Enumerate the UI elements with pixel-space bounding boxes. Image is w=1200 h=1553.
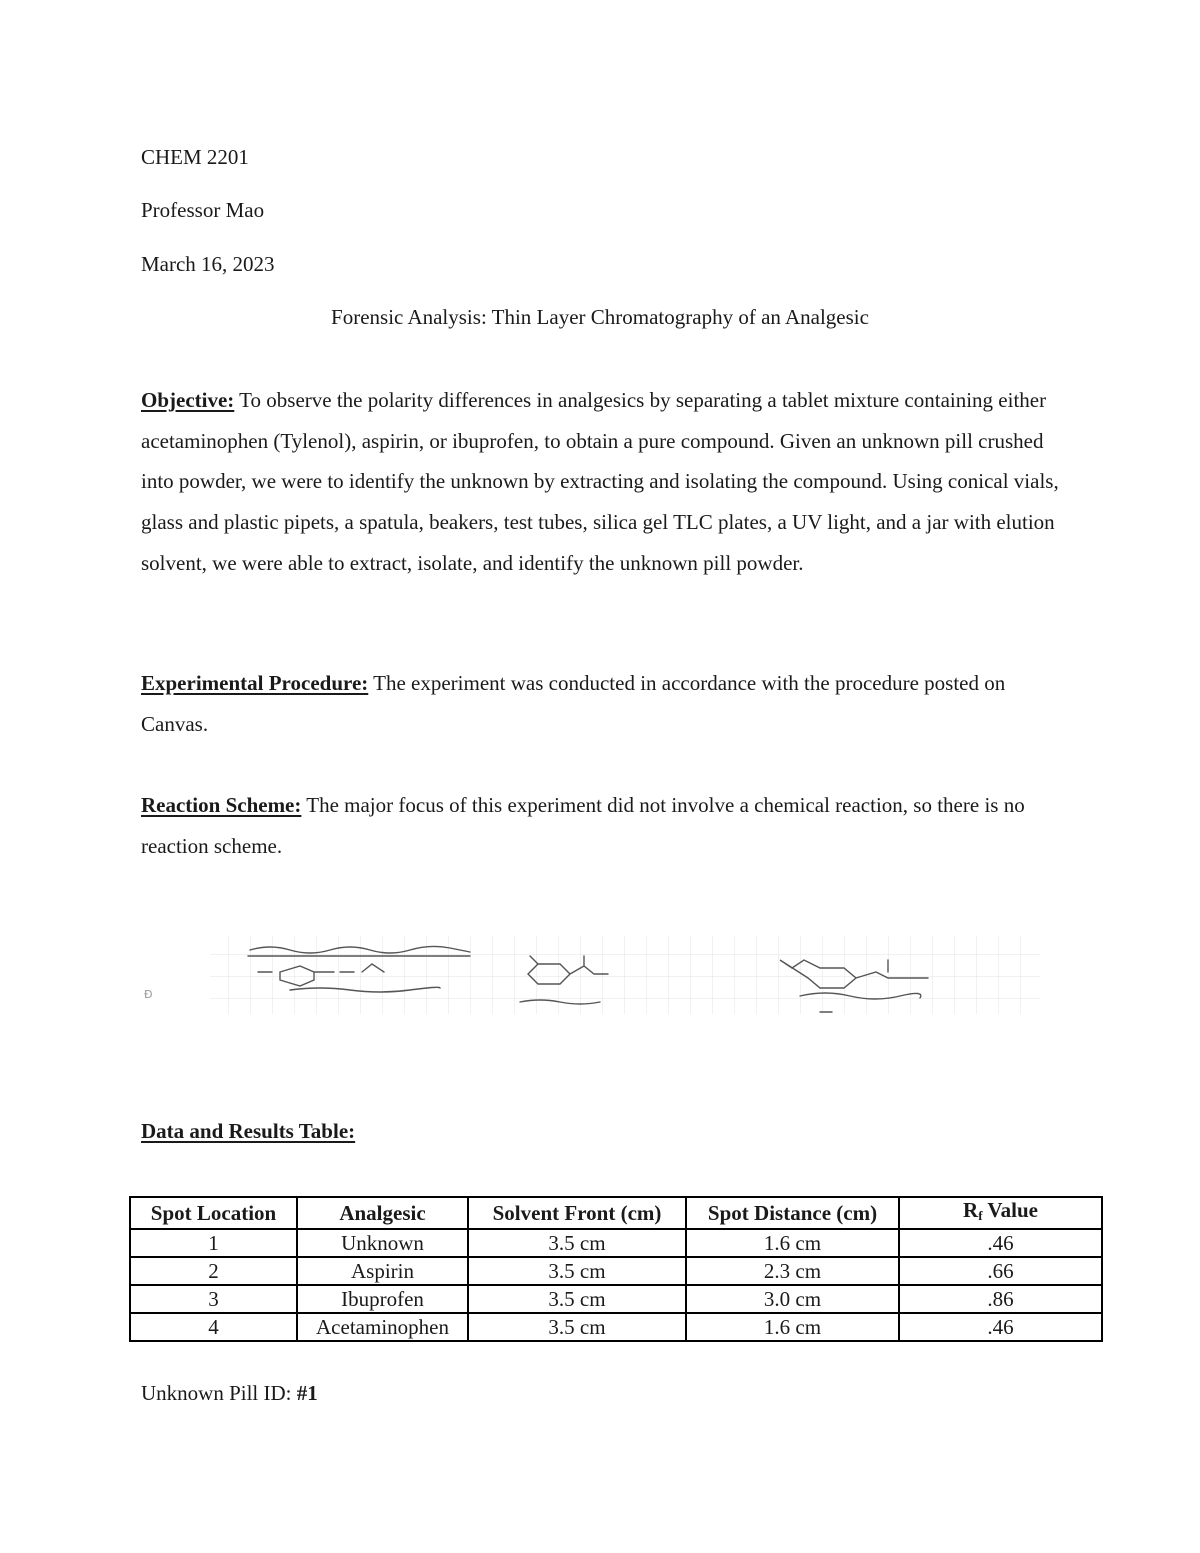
table-cell: 3.5 cm xyxy=(468,1229,686,1257)
table-row xyxy=(130,1313,1102,1341)
course-code: CHEM 2201 xyxy=(141,145,249,169)
column-header: Analgesic xyxy=(297,1197,468,1229)
table-cell: Aspirin xyxy=(297,1257,468,1285)
reaction-text: The major focus of this experiment did not involve a chemical reaction, so there is no reaction scheme. xyxy=(141,793,1025,858)
results-table xyxy=(129,1196,1103,1342)
unknown-pill-id xyxy=(141,1381,318,1406)
unknown-id-label: Unknown Pill ID: xyxy=(141,1381,292,1405)
results-label: Data and Results Table: xyxy=(141,1119,356,1143)
column-header: Solvent Front (cm) xyxy=(468,1197,686,1229)
professor-name: Professor Mao xyxy=(141,198,265,222)
reaction-section xyxy=(141,785,1061,866)
procedure-section xyxy=(141,663,1061,744)
table-cell: Ibuprofen xyxy=(297,1285,468,1313)
table-cell: .46 xyxy=(899,1229,1102,1257)
column-header-rf xyxy=(899,1197,1102,1229)
table-cell: 3.5 cm xyxy=(468,1257,686,1285)
column-header: Spot Location xyxy=(130,1197,297,1229)
table-cell: 2.3 cm xyxy=(686,1257,899,1285)
svg-text:Ð: Ð xyxy=(144,988,153,1001)
rf-value-word: Value xyxy=(982,1198,1038,1222)
table-cell: .46 xyxy=(899,1313,1102,1341)
rf-symbol: R xyxy=(963,1198,979,1222)
reaction-scheme-image xyxy=(140,932,1040,1018)
objective-section xyxy=(141,380,1061,584)
table-cell: Unknown xyxy=(297,1229,468,1257)
procedure-label: Experimental Procedure: xyxy=(141,671,369,695)
table-cell: 1 xyxy=(130,1229,297,1257)
unknown-id-value: #1 xyxy=(296,1381,318,1405)
report-title: Forensic Analysis: Thin Layer Chromatography of an Analgesic xyxy=(331,305,869,329)
table-cell: 4 xyxy=(130,1313,297,1341)
table-cell: 3.5 cm xyxy=(468,1313,686,1341)
table-row xyxy=(130,1285,1102,1313)
table-row xyxy=(130,1257,1102,1285)
reaction-label: Reaction Scheme: xyxy=(141,793,302,817)
table-cell: 3 xyxy=(130,1285,297,1313)
rf-subscript: f xyxy=(978,1208,983,1223)
table-header-row xyxy=(130,1197,1102,1229)
table-cell: 2 xyxy=(130,1257,297,1285)
objective-label: Objective: xyxy=(141,388,235,412)
column-header: Spot Distance (cm) xyxy=(686,1197,899,1229)
table-cell: Acetaminophen xyxy=(297,1313,468,1341)
table-row xyxy=(130,1229,1102,1257)
report-date: March 16, 2023 xyxy=(141,252,275,276)
table-cell: .66 xyxy=(899,1257,1102,1285)
procedure-text: The experiment was conducted in accordance with the procedure posted on Canvas. xyxy=(141,671,1006,736)
table-cell: 1.6 cm xyxy=(686,1313,899,1341)
objective-text: To observe the polarity differences in analgesics by separating a tablet mixture containing either acetaminophen (Tylenol), aspirin, or ibuprofen, to obtain a pure compound. Given an unknown pill crushed into powder, we were to identify the unknown by extracting and isolating the compound. Using conical vials, glass and plastic pipets, a spatula, beakers, test tubes, silica gel TLC plates, a UV light, and a jar with elution solvent, we were able to extract, isolate, and identify the unknown pill powder. xyxy=(141,388,1059,575)
table-cell: 3.0 cm xyxy=(686,1285,899,1313)
table-cell: 1.6 cm xyxy=(686,1229,899,1257)
table-cell: .86 xyxy=(899,1285,1102,1313)
table-cell: 3.5 cm xyxy=(468,1285,686,1313)
